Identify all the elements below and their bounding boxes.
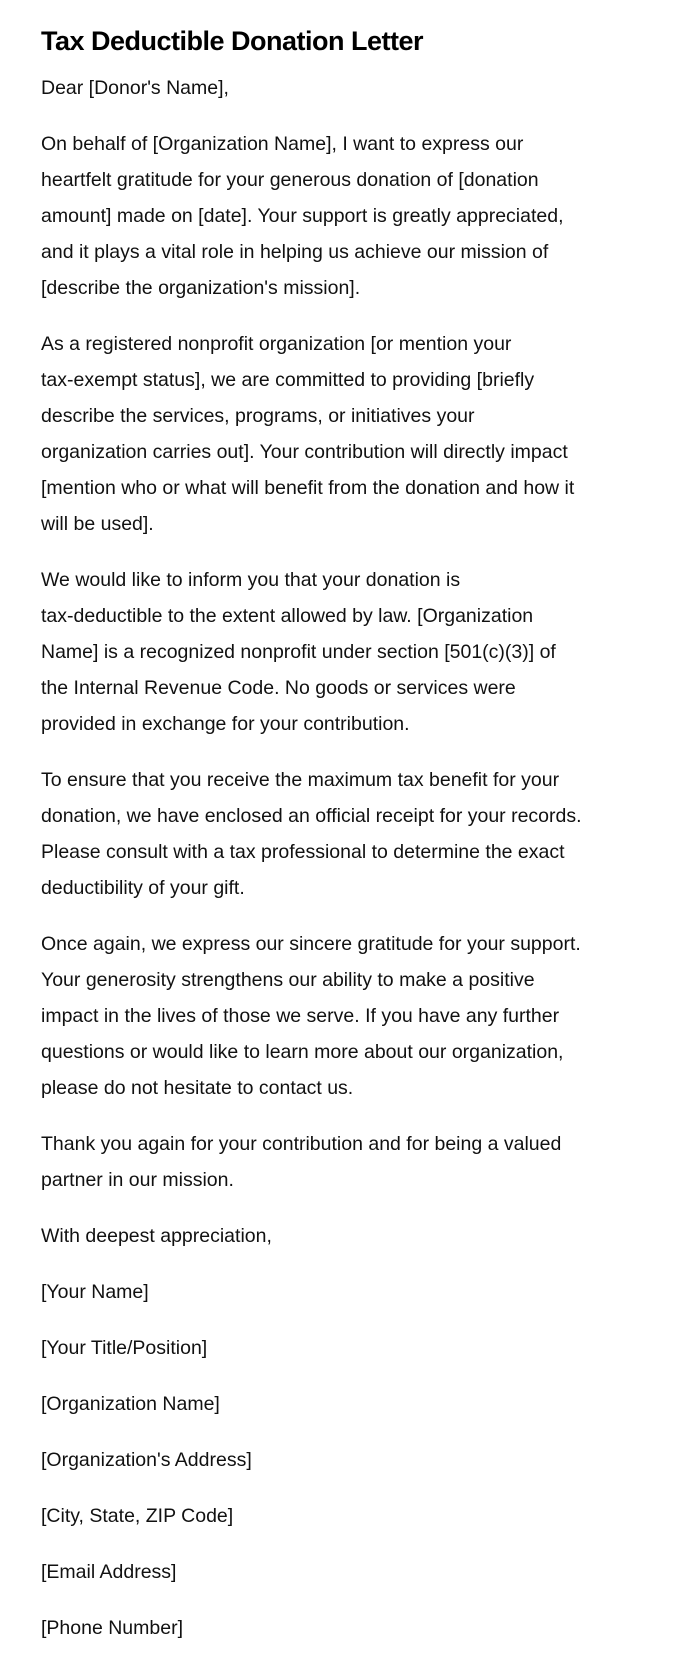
salutation: Dear [Donor's Name], xyxy=(41,77,229,99)
paragraph-line: impact in the lives of those we serve. If you have any further xyxy=(41,1005,560,1027)
letter-body xyxy=(41,126,681,1198)
paragraph-line: [describe the organization's mission]. xyxy=(41,277,361,299)
paragraph-line: partner in our mission. xyxy=(41,1169,234,1191)
paragraph-line: the Internal Revenue Code. No goods or services were xyxy=(41,677,516,699)
paragraph-line: We would like to inform you that your donation is xyxy=(41,569,461,591)
signature-line: [Organization's Address] xyxy=(41,1449,252,1471)
paragraph-line: Name] is a recognized nonprofit under section [501(c)(3)] of xyxy=(41,641,556,663)
paragraph-line: amount] made on [date]. Your support is greatly appreciated, xyxy=(41,205,564,227)
signature-line: [Your Title/Position] xyxy=(41,1337,208,1359)
body-paragraph xyxy=(41,1126,681,1198)
paragraph-line: will be used]. xyxy=(41,513,154,535)
body-paragraph xyxy=(41,562,681,742)
paragraph-line: please do not hesitate to contact us. xyxy=(41,1077,354,1099)
paragraph-line: organization carries out]. Your contribution will directly impact xyxy=(41,441,568,463)
paragraph-line: Thank you again for your contribution and for being a valued xyxy=(41,1133,562,1155)
paragraph-line: To ensure that you receive the maximum tax benefit for your xyxy=(41,769,560,791)
paragraph-line: tax-deductible to the extent allowed by law. [Organization xyxy=(41,605,534,627)
paragraph-line: tax-exempt status], we are committed to providing [briefly xyxy=(41,369,535,391)
letter-title: Tax Deductible Donation Letter xyxy=(41,26,424,56)
body-paragraph xyxy=(41,926,681,1106)
body-paragraph xyxy=(41,126,681,306)
signature-line: [Phone Number] xyxy=(41,1617,183,1639)
signature-line: [Your Name] xyxy=(41,1281,149,1303)
body-paragraph xyxy=(41,762,681,906)
signature-line: [City, State, ZIP Code] xyxy=(41,1505,234,1527)
paragraph-line: [mention who or what will benefit from the donation and how it xyxy=(41,477,575,499)
signature-line: [Organization Name] xyxy=(41,1393,220,1415)
paragraph-line: Please consult with a tax professional to determine the exact xyxy=(41,841,565,863)
paragraph-line: and it plays a vital role in helping us achieve our mission of xyxy=(41,241,549,263)
paragraph-line: questions or would like to learn more about our organization, xyxy=(41,1041,564,1063)
paragraph-line: deductibility of your gift. xyxy=(41,877,245,899)
letter xyxy=(41,23,681,1666)
signature-line: [Email Address] xyxy=(41,1561,177,1583)
body-paragraph xyxy=(41,326,681,542)
paragraph-line: heartfelt gratitude for your generous donation of [donation xyxy=(41,169,539,191)
paragraph-line: provided in exchange for your contribution. xyxy=(41,713,410,735)
paragraph-line: donation, we have enclosed an official receipt for your records. xyxy=(41,805,582,827)
paragraph-line: Once again, we express our sincere gratitude for your support. xyxy=(41,933,581,955)
paragraph-line: Your generosity strengthens our ability to make a positive xyxy=(41,969,535,991)
paragraph-line: describe the services, programs, or initiatives your xyxy=(41,405,475,427)
closing: With deepest appreciation, xyxy=(41,1225,272,1247)
signature-block xyxy=(41,1274,681,1646)
paragraph-line: On behalf of [Organization Name], I want to express our xyxy=(41,133,524,155)
paragraph-line: As a registered nonprofit organization [or mention your xyxy=(41,333,512,355)
